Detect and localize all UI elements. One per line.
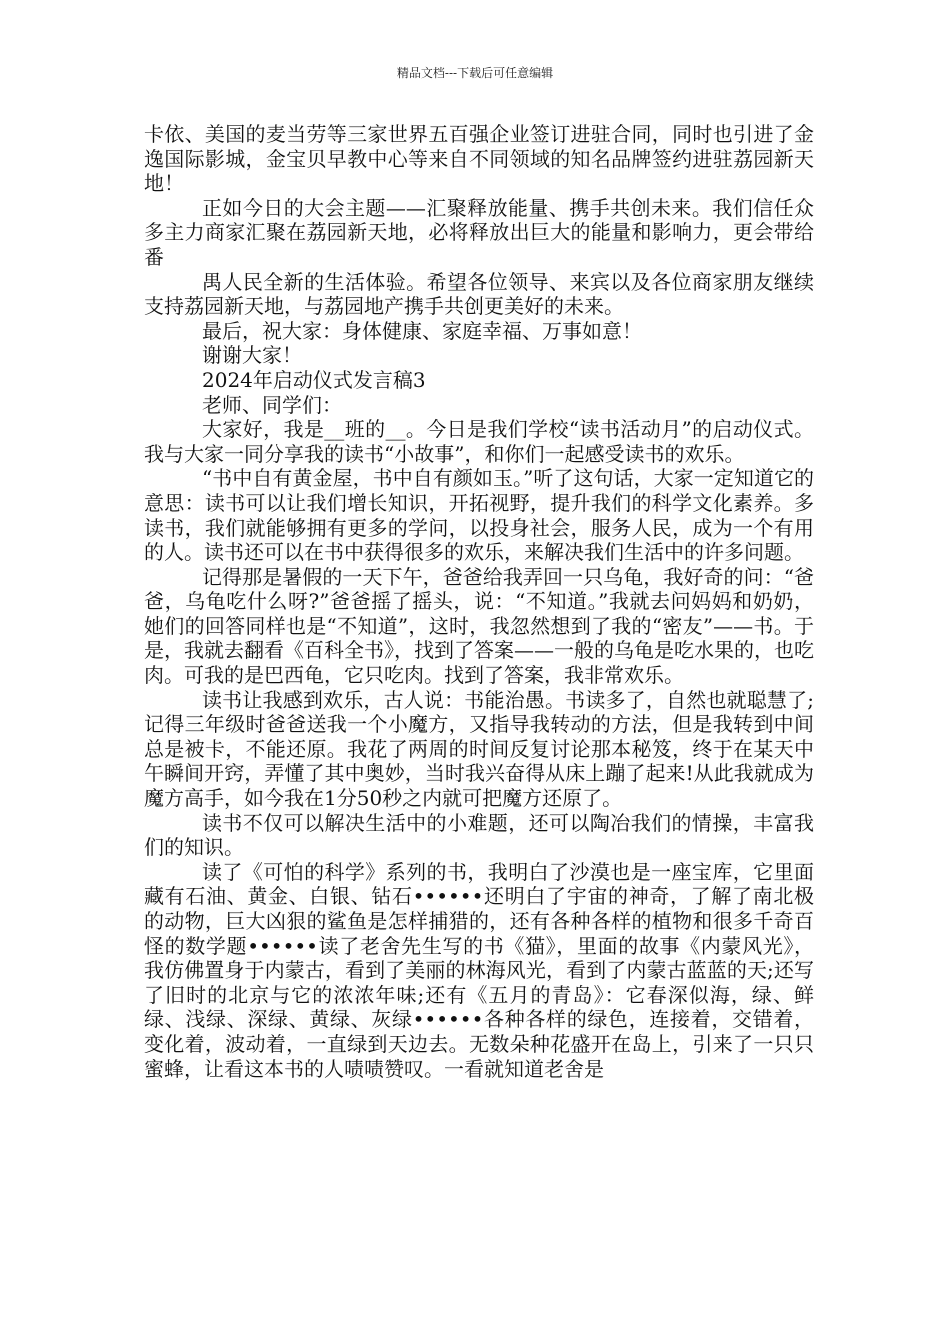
paragraph: “书中自有黄金屋，书中自有颜如玉。”听了这句话，大家一定知道它的意思：读书可以让我们增长知识，开拓视野，提升我们的科学文化素养。多读书，我们就能够拥有更多的学问，以投身社会，服务人民，成为一个有用的人。读书还可以在书中获得很多的欢乐，来解决我们生活中的许多问题。 xyxy=(144,466,814,565)
paragraph: 最后，祝大家：身体健康、家庭幸福、万事如意！ xyxy=(202,318,642,343)
paragraph: 记得那是暑假的一天下午，爸爸给我弄回一只乌龟，我好奇的问：“爸爸，乌龟吃什么呀?”爸爸摇了摇头，说：“不知道。”我就去问妈妈和奶奶，她们的回答同样也是“不知道”，这时，我忽然想到了我的“密友”——书。于是，我就去翻看《百科全书》，找到了答案——一般的乌龟是吃水果的，也吃肉。可我的是巴西龟，它只吃肉。找到了答案，我非常欢乐。 xyxy=(144,564,814,688)
page-header: 精品文档---下载后可任意编辑 xyxy=(396,66,554,80)
paragraph: 禺人民全新的生活体验。希望各位领导、来宾以及各位商家朋友继续支持荔园新天地，与荔园地产携手共创更美好的未来。 xyxy=(144,269,814,319)
paragraph: 读了《可怕的科学》系列的书，我明白了沙漠也是一座宝库，它里面藏有石油、黄金、白银、钻石••••••还明白了宇宙的神奇，了解了南北极的动物，巨大凶狠的鲨鱼是怎样捕猎的，还有各种各样的植物和很多千奇百怪的数学题••••••读了老舍先生写的书《猫》，里面的故事《内蒙风光》，我仿佛置身于内蒙古，看到了美丽的林海风光，看到了内蒙古蓝蓝的天;还写了旧时的北京与它的浓浓年味;还有《五月的青岛》：它春深似海，绿、鲜绿、浅绿、深绿、黄绿、灰绿••••••各种各样的绿色，连接着，交错着，变化着，波动着，一直绿到天边去。无数朵种花盛开在岛上，引来了一只只蜜蜂，让看这本书的人啧啧赞叹。一看就知道老舍是 xyxy=(144,859,814,1081)
paragraph: 大家好，我是__班的__。今日是我们学校“读书活动月”的启动仪式。我与大家一同分享我的读书“小故事”，和你们一起感受读书的欢乐。 xyxy=(144,417,814,466)
paragraph: 正如今日的大会主题——汇聚释放能量、携手共创未来。我们信任众多主力商家汇聚在荔园新天地，必将释放出巨大的能量和影响力，更会带给番 xyxy=(144,195,814,269)
paragraph: 谢谢大家！ xyxy=(202,343,302,368)
section-title: 2024年启动仪式发言稿3 xyxy=(202,367,426,392)
salutation: 老师、同学们： xyxy=(202,392,342,417)
paragraph: 读书让我感到欢乐，古人说：书能治愚。书读多了，自然也就聪慧了;记得三年级时爸爸送我一个小魔方，又指导我转动的方法，但是我转到中间总是被卡，不能还原。我花了两周的时间反复讨论那本秘笈，终于在某天中午瞬间开窍，弄懂了其中奥妙，当时我兴奋得从床上蹦了起来!从此我就成为魔方高手，如今我在1分50秒之内就可把魔方还原了。 xyxy=(144,687,814,811)
document-body xyxy=(144,122,814,1081)
paragraph: 读书不仅可以解决生活中的小难题，还可以陶冶我们的情操，丰富我们的知识。 xyxy=(144,810,814,860)
paragraph: 卡依、美国的麦当劳等三家世界五百强企业签订进驻合同，同时也引进了金逸国际影城，金宝贝早教中心等来自不同领域的知名品牌签约进驻荔园新天地！ xyxy=(144,122,814,196)
